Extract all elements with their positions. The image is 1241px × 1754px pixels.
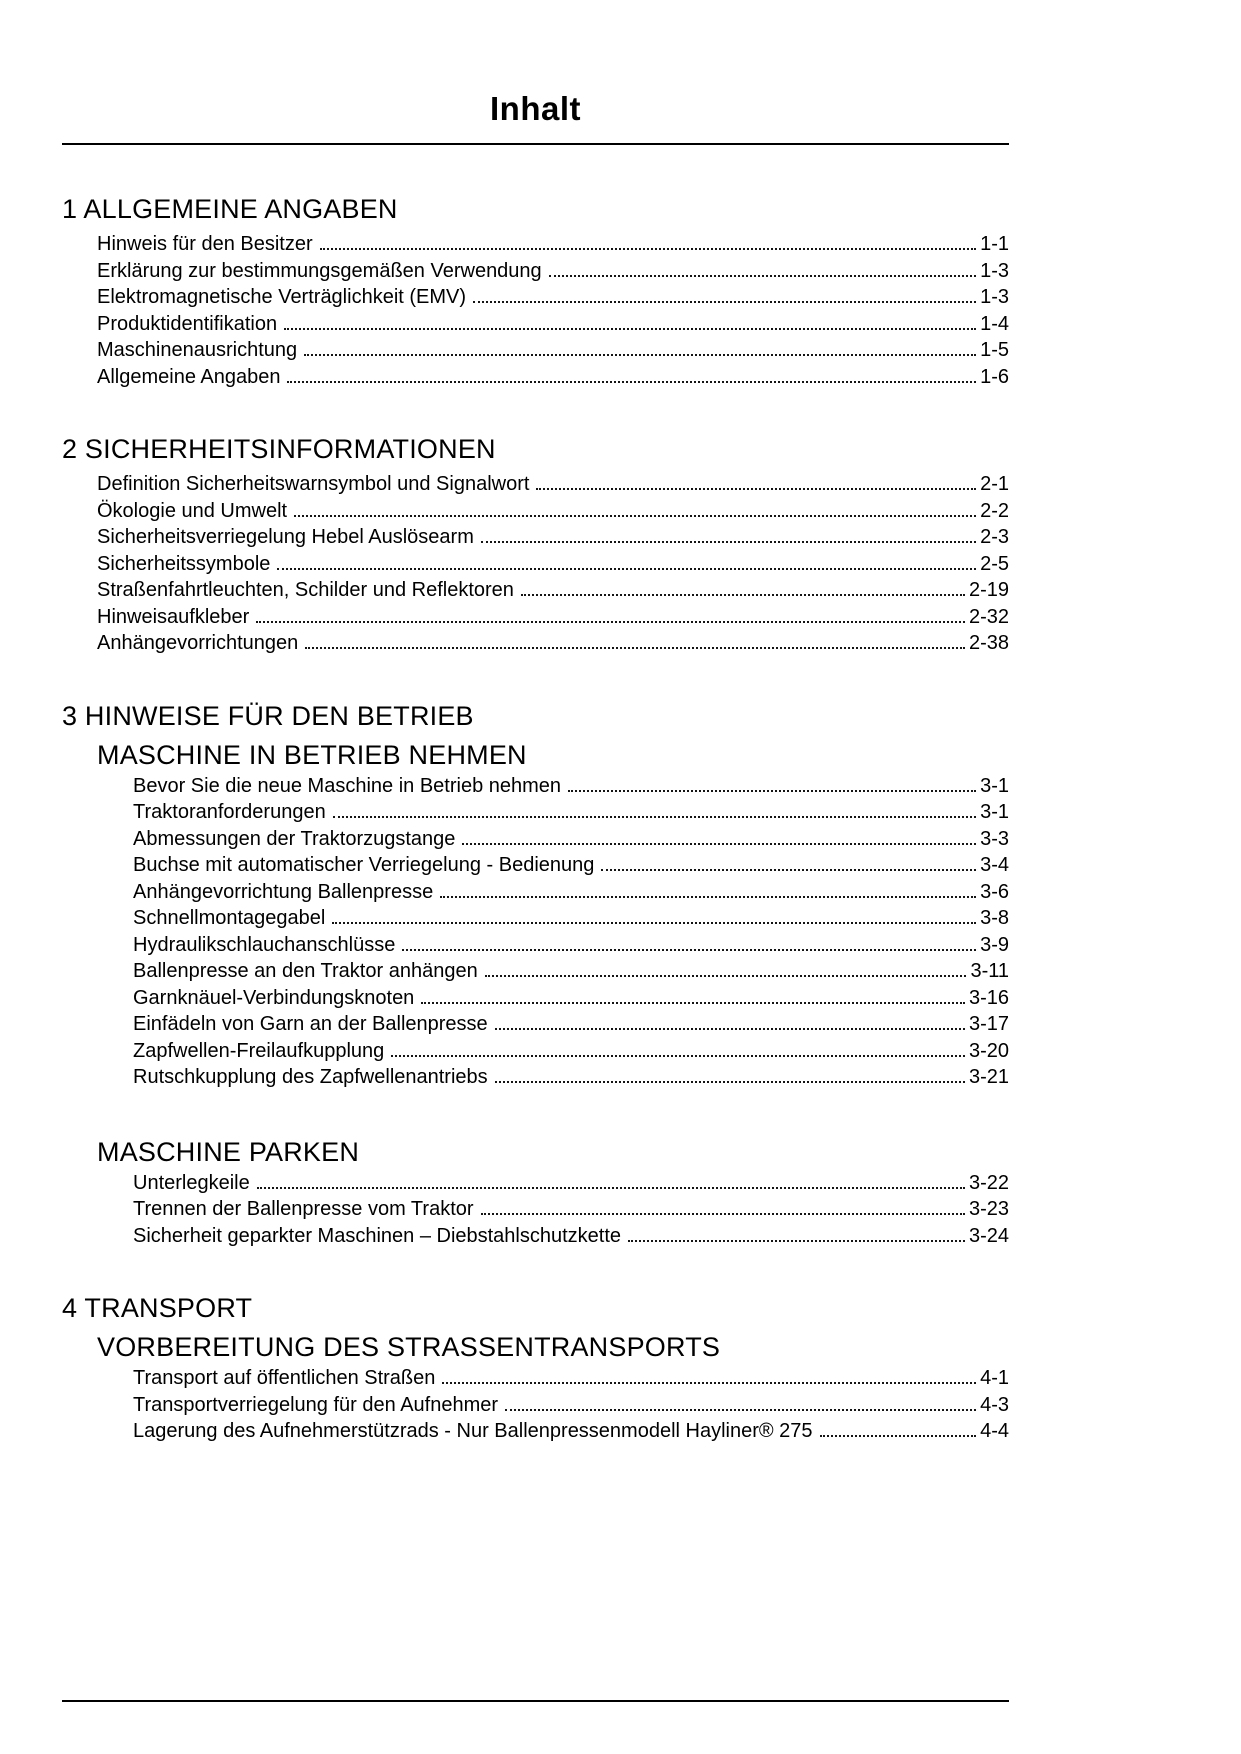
toc-entry: [133, 1418, 1009, 1445]
toc-entry-label: Trennen der Ballenpresse vom Traktor: [133, 1198, 474, 1220]
dot-leader: [481, 541, 976, 543]
toc-entry-group: [62, 231, 1009, 390]
toc-entry-group: [62, 773, 1009, 1091]
toc-entry: [133, 1064, 1009, 1091]
toc-entry-label: Sicherheitsverriegelung Hebel Auslösearm: [97, 526, 474, 548]
dot-leader: [628, 1240, 965, 1242]
toc-entry-label: Garnknäuel-Verbindungsknoten: [133, 986, 415, 1009]
toc-entry: [97, 364, 1009, 391]
dot-leader: [568, 790, 976, 792]
toc-entry-label: Maschinenausrichtung: [97, 339, 298, 361]
dot-leader: [521, 594, 965, 596]
toc-entry-label: Traktoranforderungen: [133, 801, 326, 823]
dot-leader: [277, 568, 976, 570]
toc-entry-label: Transport auf öffentlichen Straßen: [133, 1367, 436, 1389]
subsection-heading: MASCHINE PARKEN: [97, 1136, 360, 1167]
top-rule: [62, 143, 1009, 145]
dot-leader: [481, 1213, 965, 1215]
section-body: [62, 471, 1009, 657]
toc-entry: [97, 311, 1009, 338]
toc-entry: [133, 905, 1009, 932]
toc-entry-page: 3-9: [980, 933, 1009, 956]
toc-entry-page: 1-1: [980, 233, 1009, 255]
toc-entry-label: Bevor Sie die neue Maschine in Betrieb nehmen: [133, 774, 562, 797]
toc-entry-label: Hinweisaufkleber: [97, 605, 250, 628]
dot-leader: [402, 949, 976, 951]
toc-entry-page: 1-4: [980, 312, 1009, 335]
toc-entry: [97, 337, 1009, 364]
toc-entry-page: 3-3: [980, 827, 1009, 850]
dot-leader: [820, 1435, 977, 1437]
toc-entry-page: 3-17: [968, 1013, 1009, 1035]
toc-entry-label: Schnellmontagegabel: [133, 907, 326, 929]
toc-entry: [97, 258, 1009, 285]
toc-entry-page: 2-2: [980, 499, 1009, 522]
toc-entry: [133, 773, 1009, 800]
toc-entry-page: 2-3: [980, 526, 1009, 548]
dot-leader: [332, 922, 976, 924]
toc-entry: [97, 284, 1009, 311]
dot-leader: [421, 1002, 965, 1004]
dot-leader: [320, 248, 976, 250]
toc-entry-label: Ökologie und Umwelt: [97, 499, 288, 522]
toc-entry: [133, 1038, 1009, 1065]
toc-entry-page: 3-11: [970, 960, 1009, 982]
toc-entry: [133, 1392, 1009, 1419]
dot-leader: [495, 1028, 965, 1030]
section-heading: 4 TRANSPORT: [62, 1293, 253, 1323]
page-title: Inhalt: [490, 90, 581, 127]
section-body: [62, 1332, 1009, 1445]
section-body: [62, 740, 1009, 1250]
dot-leader: [505, 1409, 976, 1411]
dot-leader: [440, 896, 976, 898]
toc-entry: [97, 471, 1009, 498]
toc: [62, 194, 1009, 1445]
section-heading: 3 HINWEISE FÜR DEN BETRIEB: [62, 700, 474, 731]
toc-entry-page: 3-1: [980, 774, 1009, 797]
toc-entry: [133, 1011, 1009, 1038]
toc-entry-page: 4-3: [980, 1393, 1009, 1416]
toc-entry-label: Hinweis für den Besitzer: [97, 233, 313, 255]
toc-entry: [133, 852, 1009, 879]
dot-leader: [294, 515, 976, 517]
toc-entry-label: Anhängevorrichtung Ballenpresse: [133, 880, 434, 903]
dot-leader: [256, 621, 965, 623]
toc-entry: [133, 1170, 1009, 1197]
toc-section: [62, 701, 1009, 1250]
toc-entry-label: Sicherheit geparkter Maschinen – Diebstahlschutzkette: [133, 1224, 622, 1247]
toc-entry-label: Erklärung zur bestimmungsgemäßen Verwendung: [97, 259, 542, 282]
toc-entry-label: Ballenpresse an den Traktor anhängen: [133, 960, 478, 982]
section-heading: 1 ALLGEMEINE ANGABEN: [62, 194, 398, 224]
bottom-rule: [62, 1700, 1009, 1702]
toc-entry-group: [62, 1365, 1009, 1445]
toc-entry-page: 3-22: [968, 1171, 1009, 1194]
toc-entry-page: 1-3: [980, 286, 1009, 308]
dot-leader: [536, 488, 976, 490]
subsection-heading: MASCHINE IN BETRIEB NEHMEN: [97, 739, 527, 770]
toc-entry-page: 3-4: [980, 854, 1009, 876]
toc-entry-page: 2-5: [980, 552, 1009, 575]
dot-leader: [391, 1055, 965, 1057]
toc-entry-label: Unterlegkeile: [133, 1171, 250, 1194]
toc-entry-label: Sicherheitssymbole: [97, 552, 271, 575]
toc-entry-label: Abmessungen der Traktorzugstange: [133, 827, 456, 850]
dot-leader: [284, 328, 976, 330]
toc-entry-page: 4-1: [980, 1367, 1009, 1389]
toc-entry: [97, 231, 1009, 258]
toc-entry: [97, 577, 1009, 604]
toc-entry-page: 3-16: [968, 986, 1009, 1009]
toc-entry: [133, 985, 1009, 1012]
toc-entry-page: 3-8: [980, 907, 1009, 929]
dot-leader: [442, 1382, 976, 1384]
dot-leader: [473, 301, 976, 303]
toc-entry-page: 2-1: [980, 473, 1009, 495]
toc-entry-label: Rutschkupplung des Zapfwellenantriebs: [133, 1066, 488, 1088]
toc-entry-group: [62, 1170, 1009, 1250]
toc-entry: [133, 879, 1009, 906]
toc-entry-page: 4-4: [980, 1420, 1009, 1442]
toc-entry: [133, 826, 1009, 853]
section-heading: 2 SICHERHEITSINFORMATIONEN: [62, 434, 496, 464]
toc-entry-label: Lagerung des Aufnehmerstützrads - Nur Ballenpressenmodell Hayliner® 275: [133, 1420, 813, 1442]
section-body: [62, 231, 1009, 390]
toc-entry-page: 1-6: [980, 365, 1009, 388]
toc-entry: [97, 604, 1009, 631]
toc-entry-page: 3-21: [968, 1066, 1009, 1088]
toc-entry-group: [62, 471, 1009, 657]
toc-entry: [133, 799, 1009, 826]
toc-entry-page: 2-38: [968, 632, 1009, 654]
toc-entry-page: 3-20: [968, 1039, 1009, 1062]
toc-entry-label: Buchse mit automatischer Verriegelung - Bedienung: [133, 854, 595, 876]
dot-leader: [333, 816, 976, 818]
dot-leader: [601, 869, 976, 871]
toc-entry-page: 3-23: [968, 1198, 1009, 1220]
toc-entry-page: 3-6: [980, 880, 1009, 903]
toc-entry-label: Elektromagnetische Verträglichkeit (EMV): [97, 286, 467, 308]
toc-entry-label: Definition Sicherheitswarnsymbol und Signalwort: [97, 473, 530, 495]
toc-section: [62, 434, 1009, 657]
dot-leader: [305, 647, 965, 649]
dot-leader: [304, 354, 976, 356]
toc-section: [62, 1293, 1009, 1445]
toc-entry: [133, 1365, 1009, 1392]
toc-entry-label: Zapfwellen-Freilaufkupplung: [133, 1039, 385, 1062]
toc-entry-page: 1-5: [980, 339, 1009, 361]
toc-entry-page: 2-19: [968, 579, 1009, 601]
dot-leader: [257, 1187, 965, 1189]
toc-entry-page: 2-32: [968, 605, 1009, 628]
toc-entry: [133, 958, 1009, 985]
toc-entry-label: Transportverriegelung für den Aufnehmer: [133, 1393, 499, 1416]
toc-entry: [97, 498, 1009, 525]
toc-entry: [97, 524, 1009, 551]
toc-entry-label: Hydraulikschlauchanschlüsse: [133, 933, 396, 956]
toc-entry-page: 3-1: [980, 801, 1009, 823]
toc-entry: [133, 1223, 1009, 1250]
subsection-heading: VORBEREITUNG DES STRASSENTRANSPORTS: [97, 1332, 721, 1362]
dot-leader: [485, 975, 967, 977]
dot-leader: [462, 843, 976, 845]
toc-entry-page: 1-3: [980, 259, 1009, 282]
toc-entry-page: 3-24: [968, 1224, 1009, 1247]
toc-entry-label: Produktidentifikation: [97, 312, 278, 335]
dot-leader: [287, 381, 976, 383]
toc-entry-label: Straßenfahrtleuchten, Schilder und Reflektoren: [97, 579, 514, 601]
dot-leader: [495, 1081, 965, 1083]
toc-entry: [133, 932, 1009, 959]
toc-entry: [97, 630, 1009, 657]
toc-entry-label: Allgemeine Angaben: [97, 365, 281, 388]
toc-section: [62, 194, 1009, 390]
toc-entry: [133, 1196, 1009, 1223]
dot-leader: [549, 275, 976, 277]
toc-entry-label: Anhängevorrichtungen: [97, 632, 299, 654]
toc-entry-label: Einfädeln von Garn an der Ballenpresse: [133, 1013, 488, 1035]
toc-entry: [97, 551, 1009, 578]
